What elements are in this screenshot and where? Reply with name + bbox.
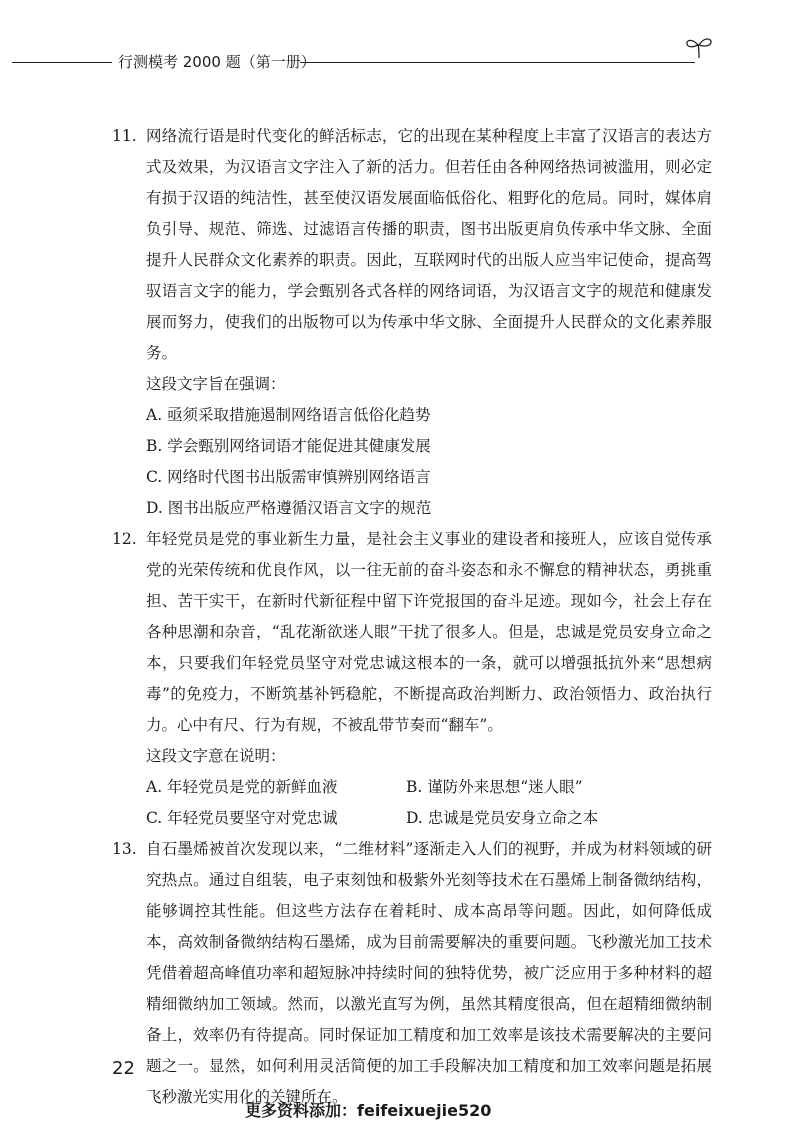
running-header <box>0 50 800 72</box>
option-d[interactable]: D. 图书出版应严格遵循汉语言文字的规范 <box>146 499 432 517</box>
header-rule-left <box>12 62 112 63</box>
question-paragraph: 自石墨烯被首次发现以来，“二维材料”逐渐走入人们的视野，并成为材料领域的研究热点。通过自组装，电子束刻蚀和极紫外光刻等技术在石墨烯上制备微纳结构，能够调控其性能。但这些方法存在着耗时、成本高昂等问题。因此，如何降低成本，高效制备微纳结构石墨烯，成为目前需要解决的重要问题。飞秒激光加工技术凭借着超高峰值功率和超短脉冲持续时间的独特优势，被广泛应用于多种材料的超精细微纳加工领域。然而，以激光直写为例，虽然其精度很高，但在超精细微纳制备上，效率仍有待提高。同时保证加工精度和加工效率是该技术需要解决的主要问题之一。显然，如何利用灵活简便的加工手段解决加工精度和加工效率问题是拓展飞秒激光实用化的关键所在。 <box>146 840 712 1106</box>
question-12 <box>112 524 712 834</box>
sprout-icon <box>684 34 714 60</box>
options-row <box>146 772 712 803</box>
question-paragraph: 年轻党员是党的事业新生力量，是社会主义事业的建设者和接班人，应该自觉传承党的光荣传统和优良作风，以一往无前的奋斗姿态和永不懈怠的精神状态，勇挑重担、苦干实干，在新时代新征程中留下许党报国的奋斗足迹。现如今，社会上存在各种思潮和杂音，“乱花渐欲迷人眼”干扰了很多人。但是，忠诚是党员安身立命之本，只要我们年轻党员坚守对党忠诚这根本的一条，就可以增强抵抗外来“思想病毒”的免疫力，不断筑基补钙稳舵，不断提高政治判断力、政治领悟力、政治执行力。心中有尺、行为有规，不被乱带节奏而“翻车”。 <box>146 530 712 734</box>
question-prompt: 这段文字意在说明： <box>146 747 286 765</box>
question-number: 13. <box>112 840 137 858</box>
question-number: 11. <box>112 127 137 145</box>
option-d[interactable]: D. 忠诚是党员安身立命之本 <box>406 809 599 827</box>
question-prompt: 这段文字旨在强调： <box>146 375 286 393</box>
option-a[interactable]: A. 亟须采取措施遏制网络语言低俗化趋势 <box>146 406 431 424</box>
header-rule-right <box>300 62 695 63</box>
option-a[interactable]: A. 年轻党员是党的新鲜血液 <box>146 778 338 796</box>
header-title: 行测模考 2000 题（第一册） <box>118 53 316 71</box>
question-number: 12. <box>112 530 137 548</box>
question-paragraph: 网络流行语是时代变化的鲜活标志，它的出现在某种程度上丰富了汉语言的表达方式及效果，为汉语言文字注入了新的活力。但若任由各种网络热词被滥用，则必定有损于汉语的纯洁性，甚至使汉语发展面临低俗化、粗野化的危局。同时，媒体肩负引导、规范、筛选、过滤语言传播的职责，图书出版更肩负传承中华文脉、全面提升人民群众文化素养的职责。因此，互联网时代的出版人应当牢记使命，提高驾驭语言文字的能力，学会甄别各式各样的网络词语，为汉语言文字的规范和健康发展而努力，使我们的出版物可以为传承中华文脉、全面提升人民群众的文化素养服务。 <box>146 127 712 362</box>
question-11 <box>112 121 712 524</box>
footer-note: 更多资料添加：feifeixuejie520 <box>245 1101 492 1120</box>
option-c[interactable]: C. 网络时代图书出版需审慎辨别网络语言 <box>146 468 431 486</box>
option-c[interactable]: C. 年轻党员要坚守对党忠诚 <box>146 809 338 827</box>
option-b[interactable]: B. 学会甄别网络词语才能促进其健康发展 <box>146 437 431 455</box>
page-number: 22 <box>112 1058 135 1079</box>
question-13 <box>112 834 712 1113</box>
option-b[interactable]: B. 谨防外来思想“迷人眼” <box>406 778 583 796</box>
page-content <box>112 121 712 1113</box>
options-row <box>146 803 712 834</box>
